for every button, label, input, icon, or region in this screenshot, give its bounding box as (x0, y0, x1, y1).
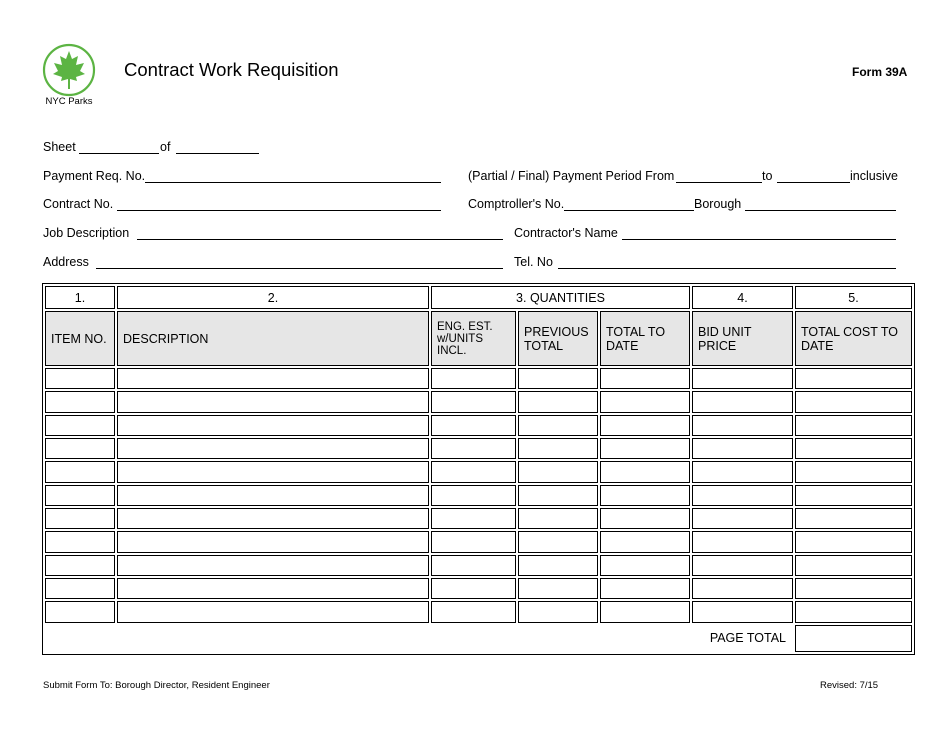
total-to-date-cell[interactable] (600, 578, 690, 599)
contract-no-field[interactable] (117, 210, 441, 211)
total-to-date-cell[interactable] (600, 415, 690, 436)
table-row (45, 555, 912, 576)
item-no-cell[interactable] (45, 531, 115, 552)
total-cost-cell[interactable] (795, 391, 912, 412)
tel-no-label: Tel. No (514, 255, 553, 269)
total-to-date-cell[interactable] (600, 461, 690, 482)
revised-text: Revised: 7/15 (820, 680, 879, 691)
previous-total-cell[interactable] (518, 438, 598, 459)
inclusive-label: inclusive (850, 169, 898, 183)
previous-total-cell[interactable] (518, 485, 598, 506)
column-header-row (45, 311, 912, 366)
eng-est-cell[interactable] (431, 368, 516, 389)
eng-est-cell[interactable] (431, 415, 516, 436)
eng-est-cell[interactable] (431, 578, 516, 599)
eng-est-cell[interactable] (431, 508, 516, 529)
col-item-no: ITEM NO. (45, 311, 115, 366)
bid-unit-price-cell[interactable] (692, 415, 793, 436)
total-to-date-cell[interactable] (600, 601, 690, 622)
eng-est-cell[interactable] (431, 485, 516, 506)
table-row (45, 485, 912, 506)
total-cost-cell[interactable] (795, 415, 912, 436)
description-cell[interactable] (117, 555, 429, 576)
bid-unit-price-cell[interactable] (692, 578, 793, 599)
eng-est-cell[interactable] (431, 601, 516, 622)
submit-to-text: Submit Form To: Borough Director, Resident Engineer (43, 680, 270, 691)
group-header-1: 1. (45, 286, 115, 309)
page-title: Contract Work Requisition (124, 59, 339, 80)
item-no-cell[interactable] (45, 438, 115, 459)
bid-unit-price-cell[interactable] (692, 461, 793, 482)
previous-total-cell[interactable] (518, 531, 598, 552)
previous-total-cell[interactable] (518, 415, 598, 436)
table-row (45, 578, 912, 599)
sheet-field[interactable] (79, 153, 159, 154)
table-row (45, 391, 912, 412)
job-description-field[interactable] (137, 239, 503, 240)
total-cost-cell[interactable] (795, 601, 912, 622)
description-cell[interactable] (117, 485, 429, 506)
item-no-cell[interactable] (45, 601, 115, 622)
item-no-cell[interactable] (45, 461, 115, 482)
item-no-cell[interactable] (45, 368, 115, 389)
contractors-name-label: Contractor's Name (514, 226, 618, 240)
total-cost-cell[interactable] (795, 531, 912, 552)
bid-unit-price-cell[interactable] (692, 438, 793, 459)
description-cell[interactable] (117, 601, 429, 622)
bid-unit-price-cell[interactable] (692, 531, 793, 552)
to-label: to (762, 169, 773, 183)
total-to-date-cell[interactable] (600, 485, 690, 506)
table-row (45, 508, 912, 529)
eng-est-cell[interactable] (431, 555, 516, 576)
table-row (45, 531, 912, 552)
address-field[interactable] (96, 268, 503, 269)
bid-unit-price-cell[interactable] (692, 391, 793, 412)
group-header-4: 4. (692, 286, 793, 309)
address-label: Address (43, 255, 89, 269)
total-cost-cell[interactable] (795, 461, 912, 482)
total-to-date-cell[interactable] (600, 508, 690, 529)
previous-total-cell[interactable] (518, 601, 598, 622)
eng-est-cell[interactable] (431, 391, 516, 412)
page-total-row (45, 625, 912, 652)
total-cost-cell[interactable] (795, 578, 912, 599)
total-cost-cell[interactable] (795, 485, 912, 506)
total-cost-cell[interactable] (795, 555, 912, 576)
period-to-field[interactable] (777, 182, 850, 183)
group-header-2: 2. (117, 286, 429, 309)
total-to-date-cell[interactable] (600, 555, 690, 576)
total-cost-cell[interactable] (795, 368, 912, 389)
item-no-cell[interactable] (45, 578, 115, 599)
table-row (45, 461, 912, 482)
description-cell[interactable] (117, 415, 429, 436)
eng-est-cell[interactable] (431, 438, 516, 459)
previous-total-cell[interactable] (518, 555, 598, 576)
description-cell[interactable] (117, 368, 429, 389)
payment-req-no-field[interactable] (145, 182, 441, 183)
period-from-field[interactable] (676, 182, 762, 183)
col-eng-est: ENG. EST. w/UNITS INCL. (431, 311, 516, 366)
table-row (45, 438, 912, 459)
payment-period-label: (Partial / Final) Payment Period From (468, 169, 675, 183)
total-cost-cell[interactable] (795, 438, 912, 459)
col-total-cost-to-date: TOTAL COST TO DATE (795, 311, 912, 366)
table-row (45, 601, 912, 622)
col-bid-unit-price: BID UNIT PRICE (692, 311, 793, 366)
borough-label: Borough (694, 197, 742, 211)
comptrollers-no-field[interactable] (564, 210, 694, 211)
item-no-cell[interactable] (45, 555, 115, 576)
total-to-date-cell[interactable] (600, 531, 690, 552)
contractors-name-field[interactable] (622, 239, 896, 240)
page-total-label: PAGE TOTAL (709, 631, 786, 646)
group-header-5: 5. (795, 286, 912, 309)
previous-total-cell[interactable] (518, 578, 598, 599)
eng-est-cell[interactable] (431, 461, 516, 482)
sheet-total-field[interactable] (176, 153, 259, 154)
description-cell[interactable] (117, 438, 429, 459)
col-total-to-date: TOTAL TO DATE (600, 311, 690, 366)
logo-text: NYC Parks (45, 96, 93, 107)
previous-total-cell[interactable] (518, 368, 598, 389)
bid-unit-price-cell[interactable] (692, 485, 793, 506)
bid-unit-price-cell[interactable] (692, 555, 793, 576)
previous-total-cell[interactable] (518, 508, 598, 529)
total-cost-cell[interactable] (795, 508, 912, 529)
payment-req-no-label: Payment Req. No. (43, 169, 146, 183)
borough-field[interactable] (745, 210, 896, 211)
job-description-label: Job Description (43, 226, 130, 240)
sheet-label: Sheet (43, 140, 76, 154)
requisition-table (42, 283, 915, 655)
description-cell[interactable] (117, 391, 429, 412)
group-header-quantities: 3. QUANTITIES (431, 286, 690, 309)
bid-unit-price-cell[interactable] (692, 601, 793, 622)
description-cell[interactable] (117, 508, 429, 529)
nyc-parks-leaf-logo (42, 43, 96, 97)
contract-no-label: Contract No. (43, 197, 114, 211)
col-previous-total: PREVIOUS TOTAL (518, 311, 598, 366)
tel-no-field[interactable] (558, 268, 896, 269)
item-no-cell[interactable] (45, 391, 115, 412)
form-number: Form 39A (852, 65, 908, 79)
description-cell[interactable] (117, 578, 429, 599)
eng-est-cell[interactable] (431, 531, 516, 552)
previous-total-cell[interactable] (518, 391, 598, 412)
total-to-date-cell[interactable] (600, 391, 690, 412)
item-no-cell[interactable] (45, 508, 115, 529)
item-no-cell[interactable] (45, 415, 115, 436)
group-header-row (45, 286, 912, 309)
bid-unit-price-cell[interactable] (692, 368, 793, 389)
comptrollers-no-label: Comptroller's No. (468, 197, 565, 211)
description-cell[interactable] (117, 461, 429, 482)
total-to-date-cell[interactable] (600, 368, 690, 389)
table-row (45, 368, 912, 389)
description-cell[interactable] (117, 531, 429, 552)
item-no-cell[interactable] (45, 485, 115, 506)
total-to-date-cell[interactable] (600, 438, 690, 459)
col-description: DESCRIPTION (117, 311, 429, 366)
page-total-field[interactable] (795, 625, 912, 652)
of-label: of (160, 140, 171, 154)
previous-total-cell[interactable] (518, 461, 598, 482)
bid-unit-price-cell[interactable] (692, 508, 793, 529)
table-row (45, 415, 912, 436)
